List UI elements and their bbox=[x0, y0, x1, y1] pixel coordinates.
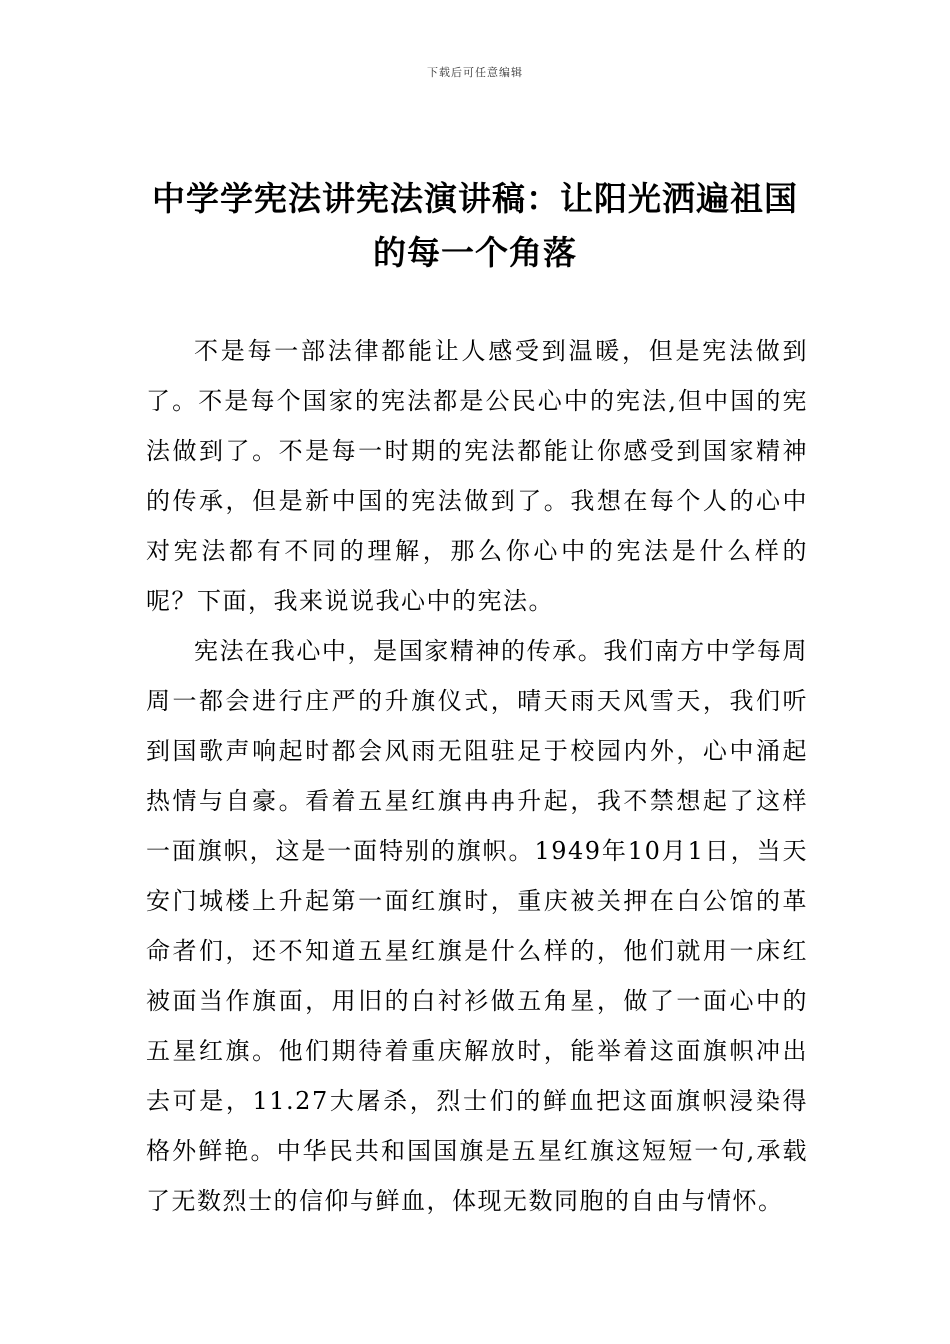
document-title: 中学学宪法讲宪法演讲稿：让阳光洒遍祖国的每一个角落 bbox=[152, 179, 798, 272]
document-body bbox=[146, 326, 808, 1226]
paragraph-1: 不是每一部法律都能让人感受到温暖，但是宪法做到了。不是每个国家的宪法都是公民心中的宪法,但中国的宪法做到了。不是每一时期的宪法都能让你感受到国家精神的传承，但是新中国的宪法做到了。我想在每个人的心中对宪法都有不同的理解，那么你心中的宪法是什么样的呢？下面，我来说说我心中的宪法。 bbox=[146, 337, 808, 615]
header-note: 下载后可任意编辑 bbox=[427, 66, 523, 79]
paragraph-2: 宪法在我心中，是国家精神的传承。我们南方中学每周周一都会进行庄严的升旗仪式，晴天雨天风雪天，我们听到国歌声响起时都会风雨无阻驻足于校园内外，心中涌起热情与自豪。看着五星红旗冉冉升起，我不禁想起了这样一面旗帜，这是一面特别的旗帜。1949年10月1日，当天安门城楼上升起第一面红旗时，重庆被关押在白公馆的革命者们，还不知道五星红旗是什么样的，他们就用一床红被面当作旗面，用旧的白衬衫做五角星，做了一面心中的五星红旗。他们期待着重庆解放时，能举着这面旗帜冲出去可是，11.27大屠杀，烈士们的鲜血把这面旗帜浸染得格外鲜艳。中华民共和国国旗是五星红旗这短短一句,承载了无数烈士的信仰与鲜血，体现无数同胞的自由与情怀。 bbox=[146, 637, 808, 1215]
